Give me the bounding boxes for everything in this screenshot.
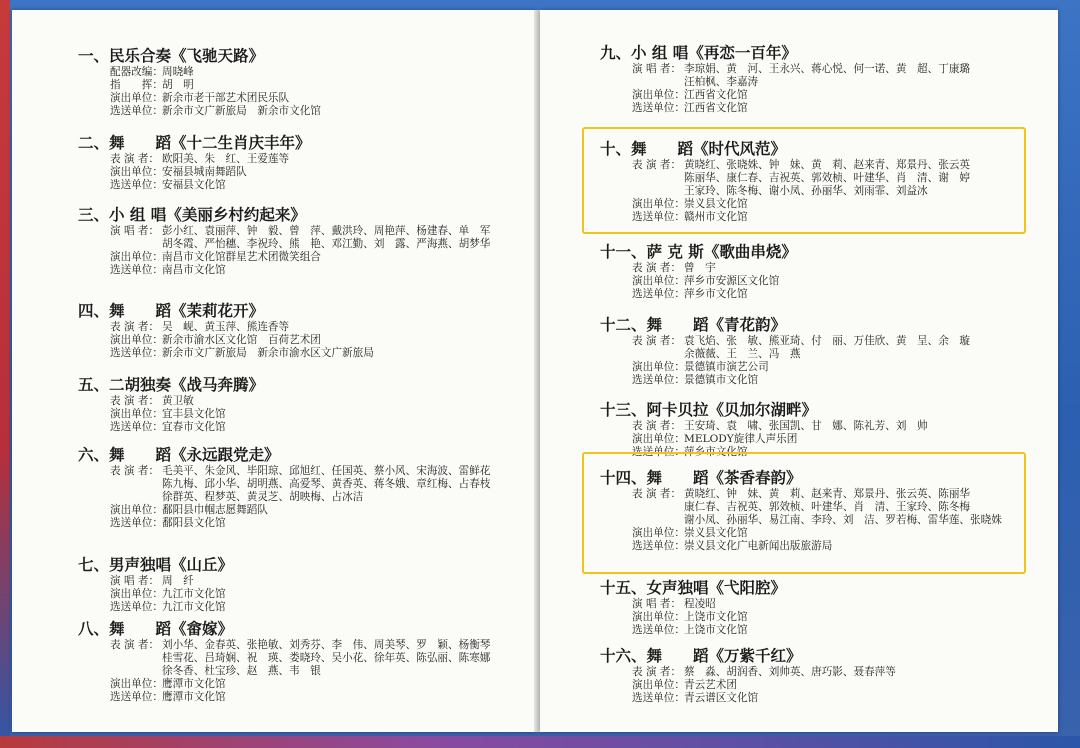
- credit-label: 表 演 者：: [632, 420, 682, 432]
- credit-row: [600, 335, 970, 348]
- program-item: [600, 315, 970, 387]
- program-item: [600, 578, 786, 637]
- program-genre: 二胡独奏: [109, 376, 172, 394]
- credit-value: 袁飞焰、张 敏、熊亚琦、付 丽、万佳欣、黄 呈、余 璇: [684, 335, 971, 347]
- credit-row: [78, 588, 233, 601]
- program-number: 八、: [78, 620, 110, 638]
- credit-label: 演出单位：: [632, 198, 685, 210]
- program-name: 《时代风范》: [693, 140, 787, 158]
- credit-value: 萍乡市文化馆: [684, 288, 748, 300]
- program-page-right: [540, 10, 1058, 732]
- program-item: [78, 445, 490, 530]
- program-item: [78, 555, 233, 614]
- program-number: 五、: [78, 376, 110, 394]
- background-edge-bottom: [0, 736, 1080, 748]
- credit-value: 鄱阳县巾帼志愿舞蹈队: [162, 504, 268, 516]
- program-name: 《十二生肖庆丰年》: [171, 134, 311, 152]
- program-item: [78, 619, 490, 704]
- credit-label: 演 唱 者：: [632, 598, 682, 610]
- credit-label: [110, 652, 162, 665]
- credit-label: 表 演 者：: [110, 153, 160, 165]
- credit-label: 表 演 者：: [632, 262, 682, 274]
- credit-label: 选送单位：: [632, 288, 685, 300]
- program-page-left: [12, 10, 536, 732]
- credit-value: 赣州市文化馆: [684, 211, 748, 223]
- program-genre: 舞 蹈: [646, 647, 709, 665]
- credit-label: 选送单位：: [632, 540, 685, 552]
- credit-label: [632, 348, 684, 361]
- credit-row: [78, 153, 311, 166]
- program-name: 《万紫千红》: [708, 647, 802, 665]
- credit-value: 谢小凤、孙丽华、易江南、李玲、刘 洁、罗若梅、雷华莲、张晓姝: [684, 514, 1002, 526]
- program-number: 十一、: [600, 243, 647, 261]
- credit-row: [600, 102, 970, 115]
- credit-value: 康仁春、吉祝英、郭效桢、叶建华、肖 清、王家玲、陈冬梅: [684, 501, 971, 513]
- credit-label: 选送单位：: [110, 105, 163, 117]
- credit-label: 选送单位：: [632, 102, 685, 114]
- program-name: 《贝加尔湖畔》: [708, 401, 818, 419]
- credit-value: 新余市老干部艺术团民乐队: [162, 92, 290, 104]
- credit-label: 选送单位：: [110, 421, 163, 433]
- credit-label: [110, 491, 162, 504]
- credit-value: 安福县文化馆: [162, 179, 226, 191]
- credit-row: [78, 264, 490, 277]
- credit-row: [600, 288, 797, 301]
- program-item: [78, 375, 264, 434]
- credit-value: 鹰潭市文化馆: [162, 691, 226, 703]
- credit-row: [600, 76, 970, 89]
- credit-value: 王家玲、陈冬梅、谢小凤、孙丽华、刘雨霏、刘益冰: [684, 185, 928, 197]
- program-number: 一、: [78, 47, 110, 65]
- credit-label: 演出单位：: [632, 361, 685, 373]
- credit-label: 表 演 者：: [632, 159, 682, 171]
- credit-row: [600, 679, 896, 692]
- program-name: 《再恋一百年》: [688, 44, 797, 62]
- program-number: 十四、: [600, 469, 647, 487]
- program-genre: 舞 蹈: [109, 620, 172, 638]
- credit-row: [78, 334, 374, 347]
- credit-value: 蔡 淼、胡润香、刘帅英、唐巧影、聂春萍等: [684, 666, 896, 678]
- credit-label: 选送单位：: [632, 374, 685, 386]
- program-genre: 男声独唱: [109, 556, 172, 574]
- credit-row: [600, 692, 896, 705]
- program-genre: 小 组 唱: [109, 206, 167, 224]
- highlight-box: [582, 127, 1026, 234]
- program-genre: 民乐合奏: [109, 47, 172, 65]
- credit-value: 余薇薇、王 兰、冯 燕: [684, 348, 801, 360]
- credit-value: 江西省文化馆: [684, 102, 748, 114]
- program-title: [600, 315, 970, 335]
- credit-value: 胡 明: [162, 79, 194, 91]
- credit-row: [78, 601, 233, 614]
- program-genre: 萨 克 斯: [646, 243, 704, 261]
- credit-label: [110, 478, 162, 491]
- program-title: [78, 205, 490, 225]
- program-item: [78, 46, 321, 118]
- credit-label: 演 唱 者：: [110, 575, 160, 587]
- credit-value: 刘小华、金春英、张艳敏、刘秀芬、李 伟、周美琴、罗 颖、杨衡琴: [162, 639, 491, 651]
- program-genre: 舞 蹈: [631, 140, 694, 158]
- credit-value: 王安琦、袁 啸、张国凯、甘 娜、陈礼芳、刘 帅: [684, 420, 928, 432]
- credit-row: [600, 624, 786, 637]
- credit-value: 景德镇市文化馆: [684, 374, 759, 386]
- credit-value: 桂雪花、吕琦娴、祝 瑛、娄晓玲、吴小花、徐年英、陈弘丽、陈寒娜: [162, 652, 491, 664]
- credit-row: [78, 408, 264, 421]
- credit-row: [78, 238, 490, 251]
- credit-row: [78, 421, 264, 434]
- program-genre: 小 组 唱: [631, 44, 689, 62]
- credit-label: 演出单位：: [632, 679, 685, 691]
- program-title: [600, 578, 786, 598]
- credit-value: 鄱阳县文化馆: [162, 517, 226, 529]
- credit-value: 上饶市文化馆: [684, 611, 748, 623]
- credit-value: 上饶市文化馆: [684, 624, 748, 636]
- program-number: 七、: [78, 556, 110, 574]
- program-item: [78, 205, 490, 277]
- program-title: [600, 242, 797, 262]
- credit-label: 表 演 者：: [110, 321, 160, 333]
- program-title: [78, 619, 490, 639]
- credit-row: [78, 491, 490, 504]
- credit-label: [110, 238, 162, 251]
- credit-value: 徐冬香、杜宝珍、赵 燕、韦 银: [162, 665, 321, 677]
- credit-value: 徐群英、程梦英、黄灵芝、胡映梅、占冰洁: [162, 491, 364, 503]
- program-title: [78, 133, 311, 153]
- credit-row: [78, 517, 490, 530]
- program-genre: 舞 蹈: [646, 316, 709, 334]
- program-number: 二、: [78, 134, 110, 152]
- credit-label: 演出单位：: [632, 275, 685, 287]
- credit-value: 青云艺术团: [684, 679, 737, 691]
- credit-value: 宜丰县文化馆: [162, 408, 226, 420]
- credit-row: [600, 275, 797, 288]
- program-name: 《弋阳腔》: [708, 579, 787, 597]
- credit-value: 毛美平、朱金风、毕阳琼、邱旭红、任国英、蔡小风、宋海波、雷鲜花: [162, 465, 491, 477]
- program-genre: 舞 蹈: [109, 446, 172, 464]
- credit-label: 演出单位：: [632, 527, 685, 539]
- credit-label: 选送单位：: [110, 264, 163, 276]
- program-item: [78, 133, 311, 192]
- program-number: 十二、: [600, 316, 647, 334]
- credit-value: 欧阳美、朱 红、王爱莲等: [162, 153, 290, 165]
- credit-row: [78, 79, 321, 92]
- credit-value: 九江市文化馆: [162, 588, 226, 600]
- program-title: [78, 46, 321, 66]
- credit-label: 演出单位：: [110, 588, 163, 600]
- program-title: [78, 445, 490, 465]
- credit-label: 演出单位：: [110, 504, 163, 516]
- credit-value: 黄卫敏: [162, 395, 194, 407]
- credit-label: 演出单位：: [632, 433, 685, 445]
- program-genre: 舞 蹈: [109, 134, 172, 152]
- credit-row: [78, 66, 321, 79]
- credit-value: 新余市文广新旅局 新余市文化馆: [162, 105, 321, 117]
- credit-value: 曾 宇: [684, 262, 716, 274]
- credit-row: [600, 348, 970, 361]
- program-name: 《战马奔腾》: [171, 376, 265, 394]
- credit-row: [78, 347, 374, 360]
- credit-value: 鹰潭市文化馆: [162, 678, 226, 690]
- credit-row: [600, 420, 928, 433]
- credit-value: 黄晓红、钟 妹、黄 莉、赵来青、郑景丹、张云英、陈丽华: [684, 488, 971, 500]
- credit-label: 演 唱 者：: [632, 63, 682, 75]
- credit-value: 南昌市文化馆: [162, 264, 226, 276]
- credit-value: 黄晓红、张晓姝、钟 妹、黄 莉、赵来青、郑景丹、张云英: [684, 159, 971, 171]
- credit-label: 演 唱 者：: [110, 225, 160, 237]
- credit-row: [600, 433, 928, 446]
- credit-label: 选送单位：: [110, 179, 163, 191]
- program-genre: 阿卡贝拉: [646, 401, 709, 419]
- credit-value: 景德镇市演艺公司: [684, 361, 769, 373]
- credit-row: [78, 395, 264, 408]
- credit-label: 表 演 者：: [110, 465, 160, 477]
- program-title: [78, 301, 374, 321]
- credit-row: [600, 374, 970, 387]
- credit-value: 汪柏枫、李嘉涛: [684, 76, 759, 88]
- credit-row: [600, 63, 970, 76]
- credit-row: [78, 179, 311, 192]
- credit-row: [78, 652, 490, 665]
- background-edge-left: [0, 0, 10, 748]
- program-name: 《山丘》: [171, 556, 234, 574]
- program-item: [600, 400, 928, 459]
- credit-label: 选送单位：: [632, 624, 685, 636]
- program-name: 《茶香春韵》: [708, 469, 802, 487]
- credit-row: [600, 598, 786, 611]
- program-name: 《青花韵》: [708, 316, 787, 334]
- program-title: [600, 400, 928, 420]
- program-item: [600, 43, 970, 115]
- credit-label: 选送单位：: [110, 347, 163, 359]
- credit-value: 新余市文广新旅局 新余市渝水区文广新旅局: [162, 347, 374, 359]
- program-title: [78, 555, 233, 575]
- credit-label: 演出单位：: [110, 334, 163, 346]
- program-genre: 女声独唱: [646, 579, 709, 597]
- highlight-box: [582, 452, 1026, 574]
- credit-row: [78, 166, 311, 179]
- credit-value: 崇义县文化广电新闻出版旅游局: [684, 540, 833, 552]
- credit-row: [78, 639, 490, 652]
- credit-row: [78, 321, 374, 334]
- program-number: 四、: [78, 302, 110, 320]
- credit-label: 选送单位：: [110, 691, 163, 703]
- credit-label: 演出单位：: [110, 92, 163, 104]
- credit-label: 演出单位：: [110, 251, 163, 263]
- credit-label: 表 演 者：: [632, 488, 682, 500]
- credit-value: 崇义县文化馆: [684, 198, 748, 210]
- program-number: 十六、: [600, 647, 647, 665]
- credit-row: [600, 262, 797, 275]
- credit-label: 指 挥：: [110, 79, 163, 91]
- credit-value: 胡冬霞、严怡穗、李祝玲、熊 艳、邓江勤、刘 露、严海燕、胡梦华: [162, 238, 491, 250]
- credit-row: [78, 504, 490, 517]
- credit-row: [78, 575, 233, 588]
- credit-value: 江西省文化馆: [684, 89, 748, 101]
- credit-row: [78, 92, 321, 105]
- credit-value: 南昌市文化馆群星艺术团微笑组合: [162, 251, 321, 263]
- credit-value: MELODY旋律人声乐团: [684, 433, 798, 445]
- credit-label: 演出单位：: [632, 611, 685, 623]
- credit-label: 选送单位：: [632, 211, 685, 223]
- credit-label: 选送单位：: [632, 692, 685, 704]
- program-genre: 舞 蹈: [109, 302, 172, 320]
- credit-label: 演出单位：: [110, 678, 163, 690]
- program-title: [78, 375, 264, 395]
- credit-label: 演出单位：: [110, 166, 163, 178]
- credit-label: 选送单位：: [110, 601, 163, 613]
- credit-value: 周晓峰: [162, 66, 194, 78]
- program-item: [600, 242, 797, 301]
- program-name: 《美丽乡村约起来》: [166, 206, 306, 224]
- credit-row: [78, 678, 490, 691]
- credit-value: 宜春市文化馆: [162, 421, 226, 433]
- credit-row: [78, 478, 490, 491]
- credit-label: [110, 665, 162, 678]
- credit-value: 陈丽华、康仁春、吉祝英、郭效桢、叶建华、肖 清、谢 婷: [684, 172, 971, 184]
- credit-label: 表 演 者：: [110, 639, 160, 651]
- program-genre: 舞 蹈: [646, 469, 709, 487]
- credit-label: 演出单位：: [632, 89, 685, 101]
- credit-row: [78, 665, 490, 678]
- credit-value: 彭小红、袁丽萍、钟 毅、曾 萍、戴洪玲、周艳萍、杨建春、单 军: [162, 225, 491, 237]
- credit-value: 安福县城南舞蹈队: [162, 166, 247, 178]
- credit-label: 表 演 者：: [632, 335, 682, 347]
- credit-row: [78, 691, 490, 704]
- program-item: [78, 301, 374, 360]
- program-number: 六、: [78, 446, 110, 464]
- credit-value: 萍乡市文化馆: [684, 446, 748, 458]
- credit-value: 李琼娟、黄 河、王永兴、蒋心悦、何一诺、黄 超、丁康璐: [684, 63, 971, 75]
- credit-label: [632, 76, 684, 89]
- program-title: [600, 646, 896, 666]
- program-name: 《茉莉花开》: [171, 302, 265, 320]
- credit-row: [78, 225, 490, 238]
- program-name: 《歌曲串烧》: [703, 243, 797, 261]
- credit-label: 演出单位：: [110, 408, 163, 420]
- credit-row: [600, 666, 896, 679]
- program-number: 十、: [600, 140, 632, 158]
- credit-row: [600, 611, 786, 624]
- credit-row: [78, 251, 490, 264]
- credit-value: 程凌昭: [684, 598, 716, 610]
- credit-row: [78, 465, 490, 478]
- program-title: [600, 43, 970, 63]
- credit-value: 吴 岘、黄玉萍、熊连香等: [162, 321, 290, 333]
- program-name: 《畲嫁》: [171, 620, 234, 638]
- credit-row: [600, 361, 970, 374]
- credit-value: 周 纤: [162, 575, 194, 587]
- program-number: 三、: [78, 206, 110, 224]
- credit-label: 配器改编：: [110, 66, 163, 78]
- credit-label: 选送单位：: [110, 517, 163, 529]
- credit-value: 崇义县文化馆: [684, 527, 748, 539]
- credit-value: 新余市渝水区文化馆 百荷艺术团: [162, 334, 321, 346]
- program-name: 《飞驰天路》: [171, 47, 265, 65]
- credit-row: [78, 105, 321, 118]
- program-item: [600, 646, 896, 705]
- credit-label: 表 演 者：: [110, 395, 160, 407]
- credit-value: 萍乡市安源区文化馆: [684, 275, 780, 287]
- program-number: 十三、: [600, 401, 647, 419]
- credit-value: 陈九梅、邱小华、胡明燕、高爱琴、黄香英、蒋冬娥、章红梅、占春枝: [162, 478, 491, 490]
- program-number: 十五、: [600, 579, 647, 597]
- program-name: 《永远跟党走》: [171, 446, 280, 464]
- credit-value: 青云谱区文化馆: [684, 692, 759, 704]
- program-number: 九、: [600, 44, 632, 62]
- credit-row: [600, 89, 970, 102]
- credit-label: 表 演 者：: [632, 666, 682, 678]
- credit-label: 选送单位：: [632, 446, 685, 458]
- credit-value: 九江市文化馆: [162, 601, 226, 613]
